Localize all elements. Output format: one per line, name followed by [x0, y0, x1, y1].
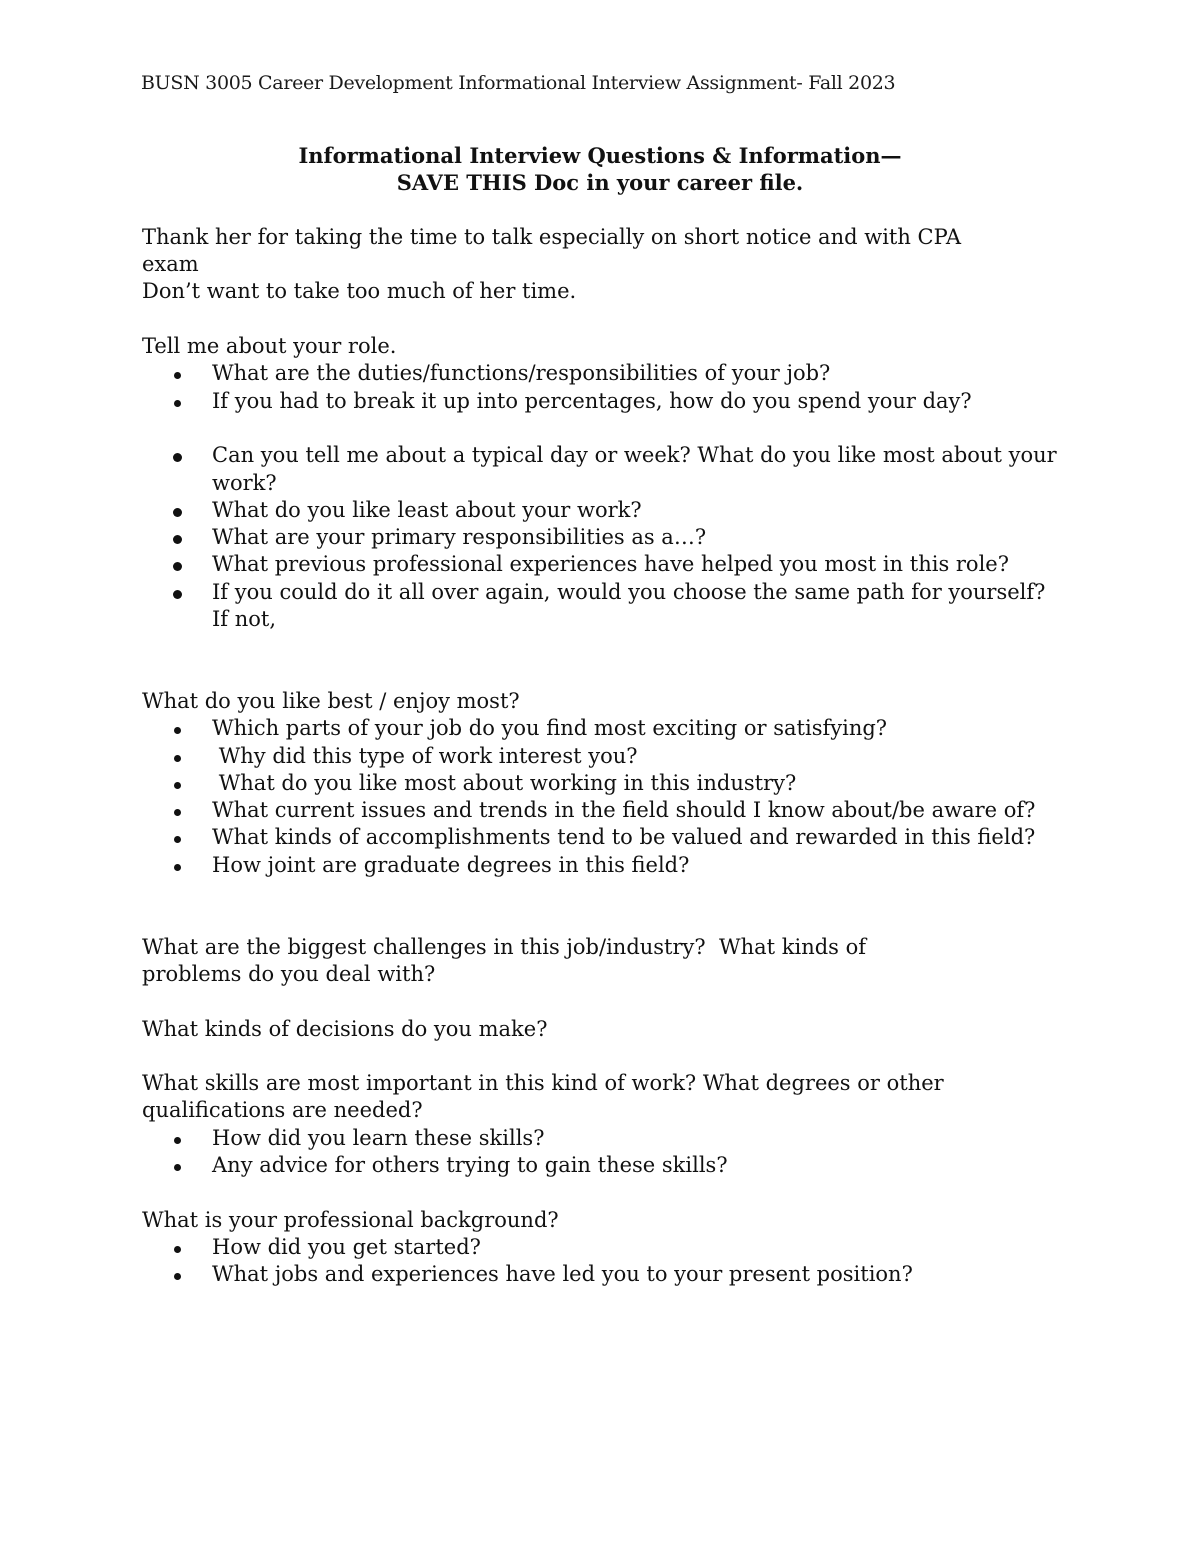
list-item-text: What previous professional experiences have helped you most in this role?: [212, 552, 1009, 577]
bullet-icon: [174, 1273, 181, 1280]
list-item-text: What are the duties/functions/responsibilities of your job?: [212, 361, 831, 386]
bullet-list-role-b: [142, 442, 1062, 633]
bullet-icon: [174, 755, 181, 762]
list-item: [142, 551, 1062, 578]
list-item: [142, 770, 1062, 797]
spacer: [142, 197, 1062, 224]
bullet-icon: [174, 372, 181, 379]
list-item: [142, 1125, 1062, 1152]
list-item: [142, 715, 1062, 742]
spacer: [142, 415, 1062, 442]
list-item-text: If you had to break it up into percentages, how do you spend your day?: [212, 388, 972, 413]
list-item-text: What do you like most about working in this industry?: [212, 770, 797, 795]
list-item: [142, 360, 1062, 387]
bullet-list-background: [142, 1234, 1062, 1289]
list-item: [142, 388, 1062, 415]
bullet-icon: [174, 400, 181, 407]
section-heading-best: What do you like best / enjoy most?: [142, 688, 520, 713]
spacer: [142, 988, 1062, 1015]
spacer: [142, 661, 1062, 688]
bullet-icon: [174, 1246, 181, 1253]
spacer: [142, 633, 1062, 660]
section-heading-role: Tell me about your role.: [142, 334, 397, 359]
page-header: BUSN 3005 Career Development Informational Interview Assignment- Fall 2023: [141, 72, 896, 94]
bullet-list-best: [142, 715, 1062, 879]
spacer: [142, 1179, 1062, 1206]
list-item-text: What do you like least about your work?: [212, 497, 642, 522]
list-item-text: Why did this type of work interest you?: [212, 743, 638, 768]
list-item-text: What kinds of accomplishments tend to be valued and rewarded in this field?: [212, 825, 1036, 850]
intro-line-1: Thank her for taking the time to talk especially on short notice and with CPA exam: [142, 224, 961, 277]
list-item: [142, 442, 1062, 497]
bullet-icon: [174, 809, 181, 816]
spacer: [142, 879, 1062, 906]
list-item: [142, 1234, 1062, 1261]
list-item-text: Can you tell me about a typical day or week? What do you like most about your work?: [212, 443, 1057, 495]
list-item-text: If you could do it all over again, would you choose the same path for yourself? If not,: [212, 579, 1046, 632]
section-heading-skills: What skills are most important in this kind of work? What degrees or other qualifications are needed?: [142, 1071, 944, 1123]
list-item: [142, 797, 1062, 824]
bullet-icon: [174, 1164, 181, 1171]
bullet-icon: [173, 508, 182, 517]
document-body: [142, 142, 1062, 1288]
list-item: [142, 524, 1062, 551]
bullet-icon: [173, 535, 182, 544]
section-heading-challenges: What are the biggest challenges in this job/industry? What kinds of problems do you deal with?: [142, 934, 873, 986]
list-item-text: Any advice for others trying to gain these skills?: [212, 1152, 728, 1177]
list-item-text: How did you get started?: [212, 1234, 481, 1259]
bullet-icon: [173, 562, 182, 571]
bullet-icon: [174, 836, 181, 843]
section-heading-decisions: What kinds of decisions do you make?: [142, 1016, 548, 1041]
list-item-text: How did you learn these skills?: [212, 1125, 545, 1150]
bullet-icon: [173, 590, 182, 599]
list-item: [142, 497, 1062, 524]
list-item: [142, 824, 1062, 851]
title-line-2: SAVE THIS Doc in your career file.: [396, 170, 804, 196]
spacer: [142, 906, 1062, 933]
list-item-text: Which parts of your job do you find most exciting or satisfying?: [212, 716, 888, 741]
bullet-icon: [174, 864, 181, 871]
list-item: [142, 1152, 1062, 1179]
intro-line-2: Don’t want to take too much of her time.: [142, 279, 577, 304]
list-item: [142, 1261, 1062, 1288]
bullet-icon: [174, 782, 181, 789]
spacer: [142, 306, 1062, 333]
bullet-list-skills: [142, 1125, 1062, 1180]
list-item-text: What jobs and experiences have led you to your present position?: [212, 1262, 913, 1287]
list-item-text: What are your primary responsibilities as a…?: [212, 525, 707, 550]
list-item: [142, 852, 1062, 879]
bullet-icon: [174, 727, 181, 734]
bullet-list-role-a: [142, 360, 1062, 415]
spacer: [142, 1043, 1062, 1070]
bullet-icon: [173, 453, 182, 462]
list-item-text: What current issues and trends in the field should I know about/be aware of?: [212, 798, 1036, 823]
bullet-icon: [174, 1137, 181, 1144]
list-item: [142, 579, 1062, 634]
section-heading-background: What is your professional background?: [142, 1207, 559, 1232]
list-item-text: How joint are graduate degrees in this field?: [212, 852, 690, 877]
title-line-1: Informational Interview Questions & Information—: [298, 143, 902, 168]
list-item: [142, 743, 1062, 770]
